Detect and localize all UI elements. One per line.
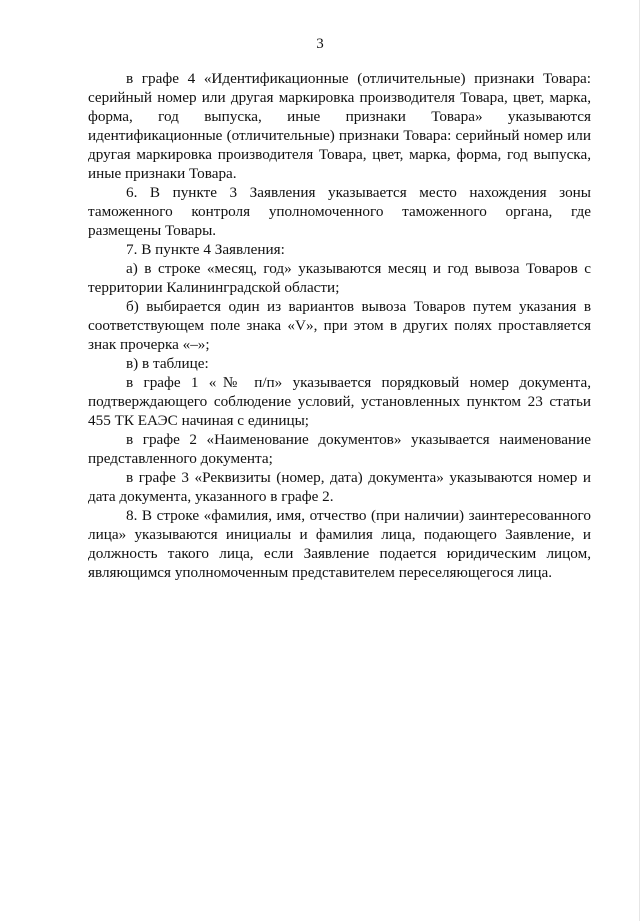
paragraph-item-6: 6. В пункте 3 Заявления указывается место нахождения зоны таможенного контроля уполномоченного таможенного органа, где размещены Товары. xyxy=(88,184,591,239)
paragraph-table-column-3: в графе 3 «Реквизиты (номер, дата) документа» указываются номер и дата документа, указанного в графе 2. xyxy=(88,469,591,505)
paragraph-item-7a: а) в строке «месяц, год» указываются месяц и год вывоза Товаров с территории Калининградской области; xyxy=(88,260,591,296)
paragraph-item-7b: б) выбирается один из вариантов вывоза Товаров путем указания в соответствующем поле знака «V», при этом в других полях проставляется знак прочерка «–»; xyxy=(88,298,591,353)
paragraph-table-column-1: в графе 1 «№ п/п» указывается порядковый номер документа, подтверждающего соблюдение условий, установленных пунктом 23 статьи 455 ТК ЕАЭС начиная с единицы; xyxy=(88,374,591,429)
paragraph-item-7: 7. В пункте 4 Заявления: xyxy=(126,241,285,258)
paragraph-item-7v: в) в таблице: xyxy=(126,355,209,372)
document-body xyxy=(88,69,591,582)
paragraph-column-4: в графе 4 «Идентификационные (отличительные) признаки Товара: серийный номер или другая маркировка производителя Товара, цвет, марка, форма, год выпуска, иные признаки Товара» указываются идентификационные (отличительные) признаки Товара: серийный номер или другая маркировка производителя Товара, цвет, марка, форма, год выпуска, иные признаки Товара. xyxy=(88,70,591,182)
page-number: 3 xyxy=(316,36,324,52)
paragraph-item-8: 8. В строке «фамилия, имя, отчество (при наличии) заинтересованного лица» указываются инициалы и фамилия лица, подающего Заявление, и должность такого лица, если Заявление подается юридическим лицом, являющимся уполномоченным представителем переселяющегося лица. xyxy=(88,507,591,581)
paragraph-table-column-2: в графе 2 «Наименование документов» указывается наименование представленного документа; xyxy=(88,431,591,467)
